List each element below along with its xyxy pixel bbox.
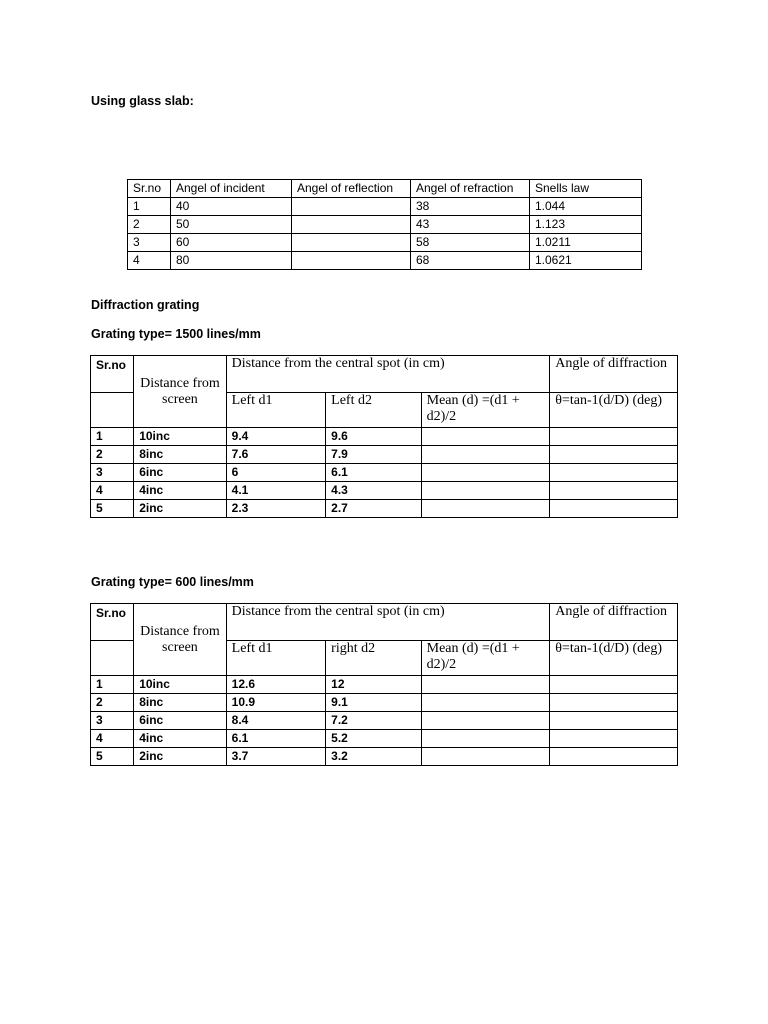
cell-srno: 4 (91, 730, 134, 748)
cell-angle (550, 482, 678, 500)
cell-srno: 5 (91, 748, 134, 766)
cell-d2: 9.1 (326, 694, 421, 712)
cell-d2: 7.2 (326, 712, 421, 730)
cell-d1: 3.7 (226, 748, 326, 766)
diffraction-heading: Diffraction grating (91, 298, 200, 312)
header-snells-law: Snells law (530, 180, 642, 198)
header-formula: θ=tan-1(d/D) (deg) (550, 393, 678, 428)
cell-mean (421, 694, 550, 712)
cell-snells: 1.0211 (530, 234, 642, 252)
table-row (128, 198, 642, 216)
cell-refraction: 58 (411, 234, 530, 252)
cell-angle (550, 500, 678, 518)
cell-angle (550, 694, 678, 712)
cell-angle (550, 730, 678, 748)
glass-slab-table (127, 179, 642, 270)
cell-srno: 4 (128, 252, 171, 270)
cell-srno: 4 (91, 482, 134, 500)
table-row (128, 216, 642, 234)
cell-srno: 1 (91, 428, 134, 446)
header-angle-incident: Angel of incident (171, 180, 292, 198)
header-srno: Sr.no (91, 604, 134, 641)
cell-mean (421, 482, 550, 500)
grating1-table (90, 355, 678, 518)
cell-angle (550, 464, 678, 482)
table-row (91, 464, 678, 482)
header-angle-refraction: Angel of refraction (411, 180, 530, 198)
table-row (91, 428, 678, 446)
cell-angle (550, 428, 678, 446)
cell-incident: 80 (171, 252, 292, 270)
cell-srno: 3 (91, 464, 134, 482)
cell-srno: 1 (91, 676, 134, 694)
cell-angle (550, 446, 678, 464)
header-d2: Left d2 (326, 393, 421, 428)
header-left-d1: Left d1 (226, 393, 326, 428)
header-srno: Sr.no (91, 356, 134, 393)
cell-mean (421, 730, 550, 748)
cell-distance: 8inc (134, 694, 226, 712)
header-empty (91, 393, 134, 428)
cell-reflection (292, 216, 411, 234)
header-distance-screen: Distance from screen (134, 356, 226, 428)
header-mean: Mean (d) =(d1 + d2)/2 (421, 393, 550, 428)
cell-reflection (292, 198, 411, 216)
header-mean: Mean (d) =(d1 + d2)/2 (421, 641, 550, 676)
cell-distance: 6inc (134, 712, 226, 730)
header-angle-reflection: Angel of reflection (292, 180, 411, 198)
cell-srno: 2 (91, 446, 134, 464)
cell-d2: 5.2 (326, 730, 421, 748)
table-row (128, 234, 642, 252)
cell-srno: 5 (91, 500, 134, 518)
cell-srno: 2 (91, 694, 134, 712)
cell-d2: 2.7 (326, 500, 421, 518)
cell-d1: 4.1 (226, 482, 326, 500)
cell-mean (421, 500, 550, 518)
table-row (91, 676, 678, 694)
table-header-row (128, 180, 642, 198)
cell-refraction: 68 (411, 252, 530, 270)
cell-reflection (292, 234, 411, 252)
cell-d1: 6 (226, 464, 326, 482)
cell-d1: 7.6 (226, 446, 326, 464)
cell-reflection (292, 252, 411, 270)
table-row (91, 500, 678, 518)
cell-d1: 10.9 (226, 694, 326, 712)
header-angle-diffraction: Angle of diffraction (550, 356, 678, 393)
cell-snells: 1.123 (530, 216, 642, 234)
table-header-row (91, 356, 678, 393)
cell-distance: 10inc (134, 676, 226, 694)
table-row (91, 712, 678, 730)
cell-refraction: 43 (411, 216, 530, 234)
cell-distance: 2inc (134, 748, 226, 766)
cell-d2: 6.1 (326, 464, 421, 482)
cell-mean (421, 464, 550, 482)
cell-incident: 60 (171, 234, 292, 252)
header-central-spot: Distance from the central spot (in cm) (226, 356, 550, 393)
cell-mean (421, 676, 550, 694)
cell-srno: 1 (128, 198, 171, 216)
cell-angle (550, 712, 678, 730)
table-row (91, 446, 678, 464)
cell-mean (421, 712, 550, 730)
cell-distance: 10inc (134, 428, 226, 446)
cell-incident: 50 (171, 216, 292, 234)
header-distance-screen: Distance from screen (134, 604, 226, 676)
cell-mean (421, 428, 550, 446)
table-row (91, 694, 678, 712)
cell-angle (550, 676, 678, 694)
grating1-title: Grating type= 1500 lines/mm (91, 327, 261, 341)
cell-d1: 6.1 (226, 730, 326, 748)
cell-d1: 12.6 (226, 676, 326, 694)
cell-angle (550, 748, 678, 766)
cell-distance: 4inc (134, 730, 226, 748)
header-srno: Sr.no (128, 180, 171, 198)
header-empty (91, 641, 134, 676)
header-formula: θ=tan-1(d/D) (deg) (550, 641, 678, 676)
cell-snells: 1.0621 (530, 252, 642, 270)
table-row (91, 482, 678, 500)
header-left-d1: Left d1 (226, 641, 326, 676)
cell-d2: 7.9 (326, 446, 421, 464)
cell-snells: 1.044 (530, 198, 642, 216)
header-angle-diffraction: Angle of diffraction (550, 604, 678, 641)
cell-mean (421, 446, 550, 464)
cell-distance: 8inc (134, 446, 226, 464)
cell-distance: 2inc (134, 500, 226, 518)
cell-refraction: 38 (411, 198, 530, 216)
cell-incident: 40 (171, 198, 292, 216)
cell-d2: 9.6 (326, 428, 421, 446)
cell-mean (421, 748, 550, 766)
cell-srno: 3 (128, 234, 171, 252)
table-row (91, 748, 678, 766)
cell-distance: 4inc (134, 482, 226, 500)
cell-d1: 2.3 (226, 500, 326, 518)
glass-slab-heading: Using glass slab: (91, 94, 194, 108)
cell-d1: 9.4 (226, 428, 326, 446)
cell-distance: 6inc (134, 464, 226, 482)
grating2-table (90, 603, 678, 766)
header-central-spot: Distance from the central spot (in cm) (226, 604, 550, 641)
header-right-d2: right d2 (326, 641, 421, 676)
grating2-title: Grating type= 600 lines/mm (91, 575, 254, 589)
table-row (91, 730, 678, 748)
cell-d1: 8.4 (226, 712, 326, 730)
cell-srno: 2 (128, 216, 171, 234)
cell-d2: 4.3 (326, 482, 421, 500)
table-header-row (91, 604, 678, 641)
cell-srno: 3 (91, 712, 134, 730)
cell-d2: 3.2 (326, 748, 421, 766)
cell-d2: 12 (326, 676, 421, 694)
table-row (128, 252, 642, 270)
